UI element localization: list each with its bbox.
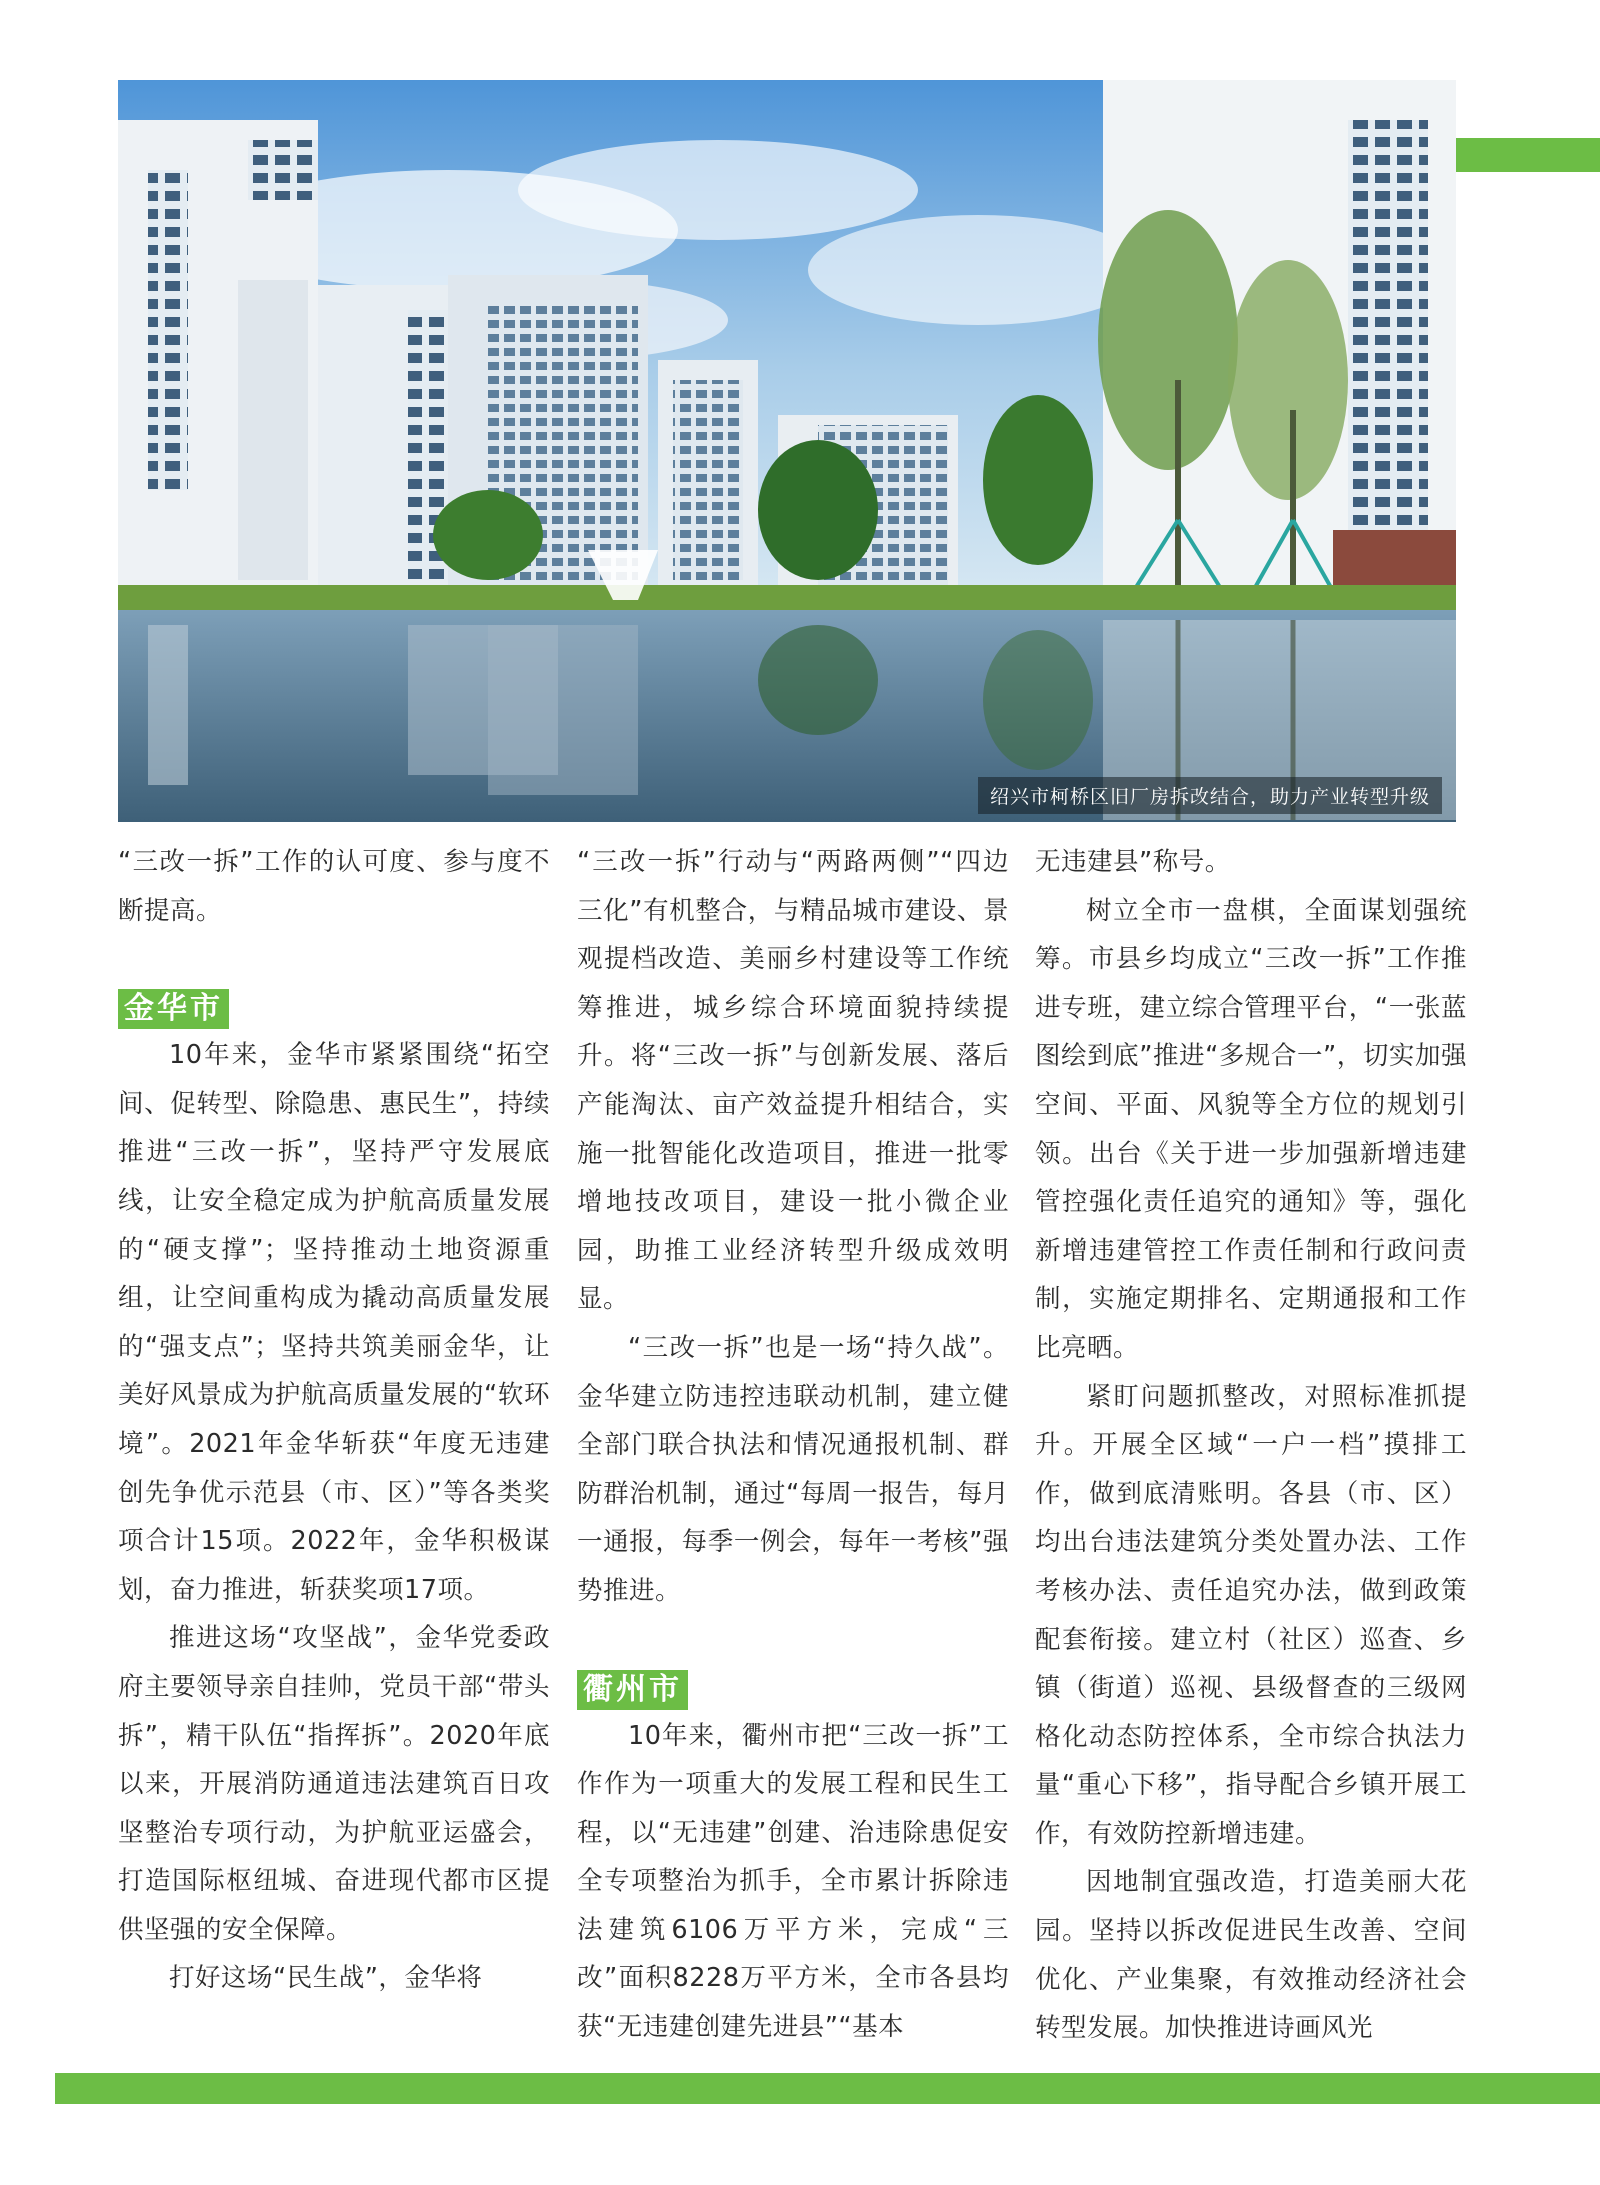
spacer [118, 935, 550, 983]
paragraph: 推进这场“攻坚战”，金华党委政府主要领导亲自挂帅，党员干部“带头拆”，精干队伍“指挥拆”。2020年底以来，开展消防通道违法建筑百日攻坚整治专项行动，为护航亚运盛会，打造国际枢纽城、奋进现代都市区提供坚强的安全保障。 [118, 1623, 550, 1945]
article-column-3 [1035, 838, 1467, 2053]
paragraph-continued: “三改一拆”行动与“两路两侧”“四边三化”有机整合，与精品城市建设、景观提档改造、美丽乡村建设等工作统筹推进，城乡综合环境面貌持续提升。将“三改一拆”与创新发展、落后产能淘汰、亩产效益提升相结合，实施一批智能化改造项目，推进一批零增地技改项目，建设一批小微企业园，助推工业经济转型升级成效明显。 [577, 847, 1009, 1315]
photo-caption: 绍兴市柯桥区旧厂房拆改结合，助力产业转型升级 [978, 777, 1442, 814]
paragraph-continued: “三改一拆”工作的认可度、参与度不断提高。 [118, 847, 550, 926]
paragraph: 10年来，衢州市把“三改一拆”工作作为一项重大的发展工程和民生工程，以“无违建”创建、治违除患促安全专项整治为抓手，全市累计拆除违法建筑6106万平方米，完成“三改”面积8228万平方米，全市各县均获“无违建创建先进县”“基本 [577, 1720, 1009, 2043]
paragraph: 紧盯问题抓整改，对照标准抓提升。开展全区域“一户一档”摸排工作，做到底清账明。各县（市、区）均出台违法建筑分类处置办法、工作考核办法、责任追究办法，做到政策配套衔接。建立村（社区）巡查、乡镇（街道）巡视、县级督查的三级网格化动态防控体系，全市综合执法力量“重心下移”，指导配合乡镇开展工作，有效防控新增违建。 [1035, 1381, 1467, 1849]
photo-illustration [118, 80, 1456, 822]
spacer [577, 1616, 1009, 1664]
article-column-1 [118, 838, 550, 2003]
paragraph: 因地制宜强改造，打造美丽大花园。坚持以拆改促进民生改善、空间优化、产业集聚，有效推动经济社会转型发展。加快推进诗画风光 [1035, 1867, 1467, 2044]
paragraph: 10年来，金华市紧紧围绕“拓空间、促转型、除隐患、惠民生”，持续推进“三改一拆”，坚持严守发展底线，让安全稳定成为护航高质量发展的“硬支撑”；坚持推动土地资源重组，让空间重构成为撬动高质量发展的“强支点”；坚持共筑美丽金华，让美好风景成为护航高质量发展的“软环境”。2021年金华斩获“年度无违建创先争优示范县（市、区）”等各类奖项合计15项。2022年，金华积极谋划，奋力推进，斩获奖项17项。 [118, 1040, 550, 1605]
article-column-2 [577, 838, 1009, 2052]
section-heading-jinhua: 金华市 [118, 989, 229, 1029]
paragraph: “三改一拆”也是一场“持久战”。金华建立防违控违联动机制，建立健全部门联合执法和情况通报机制、群防群治机制，通过“每周一报告，每月一通报，每季一例会，每年一考核”强势推进。 [577, 1332, 1009, 1606]
bottom-green-bar [55, 2073, 1600, 2104]
paragraph: 树立全市一盘棋，全面谋划强统筹。市县乡均成立“三改一拆”工作推进专班，建立综合管理平台，“一张蓝图绘到底”推进“多规合一”，切实加强空间、平面、风貌等全方位的规划引领。出台《关于进一步加强新增违建管控强化责任追究的通知》等，强化新增违建管控工作责任制和行政问责制，实施定期排名、定期通报和工作比亮晒。 [1035, 895, 1467, 1363]
photo-campus-reflection [118, 80, 1456, 822]
green-tab-decoration [1456, 138, 1600, 172]
paragraph: 打好这场“民生战”，金华将 [169, 1963, 483, 1994]
section-heading-quzhou: 衢州市 [577, 1670, 688, 1710]
paragraph-continued: 无违建县”称号。 [1035, 847, 1231, 877]
